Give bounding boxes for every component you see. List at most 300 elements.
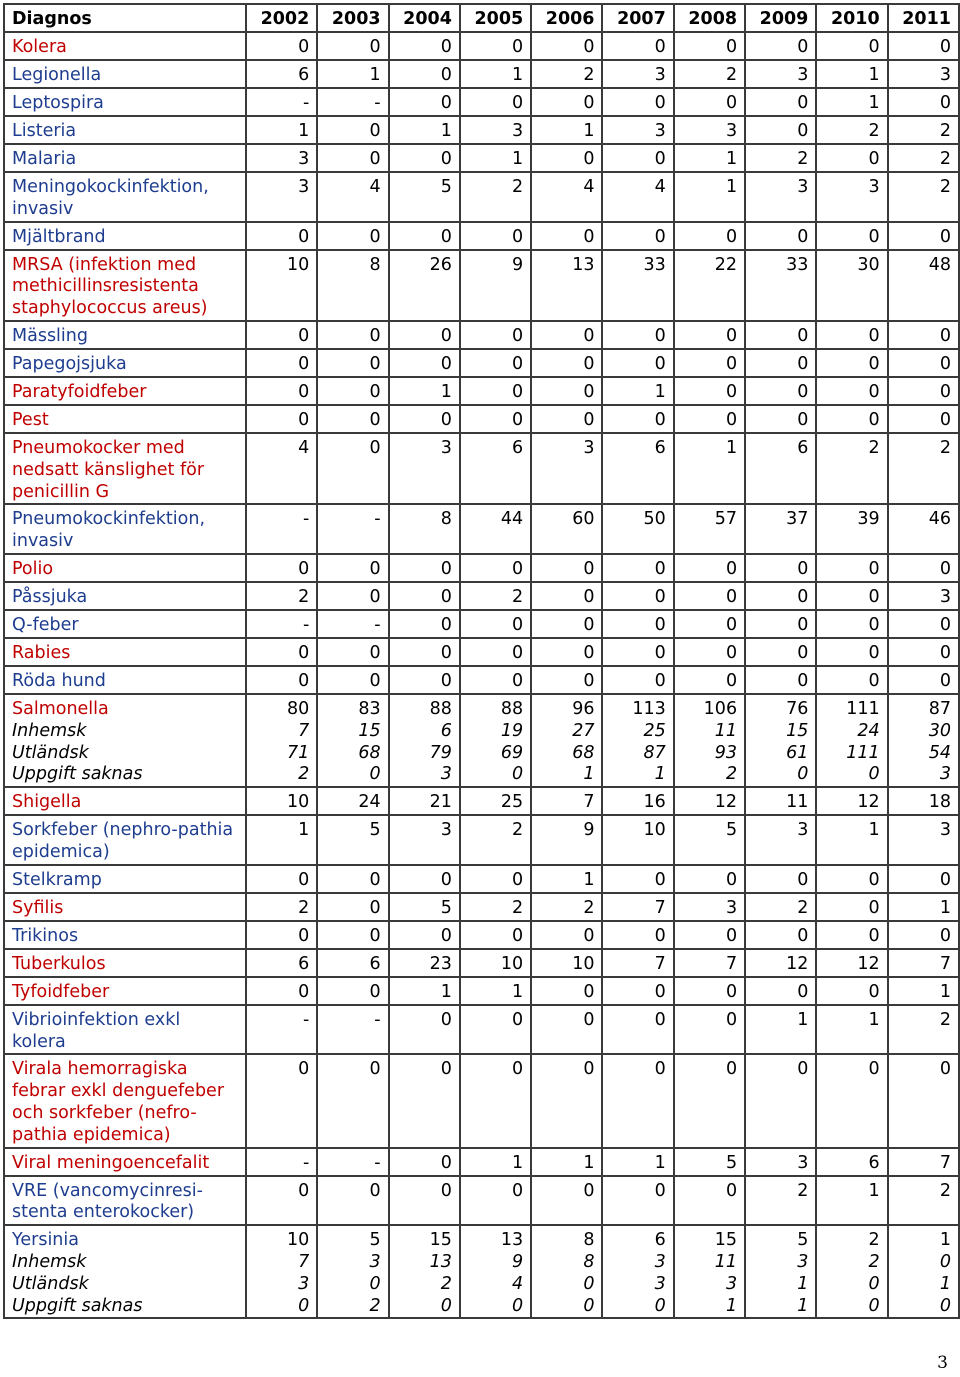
value-cell: 0 [745,405,816,433]
value-cell: 8 [389,504,460,554]
value-cell: 1 [816,815,887,865]
value-cell: 6 [246,60,317,88]
value-cell: 5 [674,1148,745,1176]
header-year: 2009 [745,4,816,32]
value-cell: 0 [888,865,959,893]
table-row [4,321,959,349]
diagnosis-name: Sorkfeber (nephro-pathia epidemica) [12,820,234,862]
table-row [4,144,959,172]
value-cell: 0 [246,321,317,349]
diagnosis-name: MRSA (infektion med methicillinsresistenta staphylococcus areus) [12,254,208,319]
value-cell: 2 [246,582,317,610]
value-cell: 22 [674,250,745,321]
value-cell: 0 [602,88,673,116]
page-number: 3 [937,1353,948,1373]
value-cell: 6 [816,1148,887,1176]
value-cell [389,694,460,787]
table-row [4,172,959,222]
value-cell: 1 [460,144,531,172]
value-cell: 0 [460,610,531,638]
value-subcategory: 3 [654,1273,666,1294]
value-cell: 0 [246,222,317,250]
value-cell: 0 [460,1176,531,1226]
value-cell: 6 [745,433,816,504]
diagnosis-name: VRE (vancomycinresi-stenta enterokocker) [12,1180,203,1223]
value-cell: 0 [317,554,388,582]
value-cell: 0 [745,865,816,893]
value-cell: 0 [745,921,816,949]
value-cell: 0 [602,1005,673,1055]
value-cell [888,694,959,787]
table-header-row [4,4,959,32]
value-subcategory: 2 [298,764,310,785]
diagnosis-cell [4,250,246,321]
value-cell: 0 [816,377,887,405]
value-subcategory: 4 [512,1273,524,1294]
value-subcategory: 3 [939,764,951,785]
table-row [4,377,959,405]
value-subcategory: 68 [572,742,595,763]
value-total: 88 [500,698,524,719]
table-row [4,582,959,610]
value-cell: 0 [745,638,816,666]
value-cell: 0 [389,88,460,116]
value-cell [317,694,388,787]
diagnosis-cell [4,1005,246,1055]
value-cell: 0 [531,32,602,60]
value-subcategory: 0 [868,764,880,785]
value-cell: 1 [389,977,460,1005]
value-cell: 0 [389,582,460,610]
value-cell: 0 [674,222,745,250]
value-cell [674,1225,745,1318]
value-cell: 0 [531,1176,602,1226]
value-cell: 12 [674,787,745,815]
value-cell: 33 [602,250,673,321]
value-cell: 1 [816,1176,887,1226]
value-cell: 0 [888,88,959,116]
diagnosis-cell [4,949,246,977]
value-cell: - [317,1148,388,1176]
diagnosis-name: Legionella [12,65,102,85]
value-subcategory: 3 [440,764,452,785]
value-cell: 0 [460,1005,531,1055]
value-subcategory: 9 [512,1251,524,1272]
value-cell: 39 [816,504,887,554]
value-subcategory: 0 [868,1295,880,1316]
value-cell: 0 [745,377,816,405]
table-row [4,1005,959,1055]
value-cell: 12 [816,787,887,815]
value-subcategory: 15 [786,720,809,741]
value-cell: 0 [389,554,460,582]
diagnosis-name: Meningokockinfektion, invasiv [12,177,209,219]
value-cell: 0 [745,32,816,60]
value-cell: 0 [888,321,959,349]
value-cell: 0 [745,610,816,638]
value-cell: 7 [888,949,959,977]
value-cell: 0 [317,32,388,60]
diagnosis-name: Salmonella [12,698,109,719]
value-cell: 1 [602,1148,673,1176]
diagnosis-cell [4,610,246,638]
value-cell: 10 [246,250,317,321]
table-row [4,116,959,144]
header-year: 2002 [246,4,317,32]
diagnosis-name: Påssjuka [12,586,88,607]
value-cell: 0 [389,321,460,349]
value-cell: 0 [674,321,745,349]
value-cell: 2 [674,60,745,88]
value-cell: 7 [888,1148,959,1176]
value-cell: 10 [602,815,673,865]
diagnosis-name: Virala hemorragiska febrar exkl denguefeber och sorkfeber (nefro-pathia epidemica) [12,1059,225,1145]
value-subcategory: 7 [298,1251,310,1272]
value-cell: 0 [674,610,745,638]
value-cell: 0 [317,222,388,250]
value-subcategory: 111 [846,742,880,763]
value-cell: 0 [317,638,388,666]
value-cell: 0 [246,1054,317,1147]
diagnosis-subcategory: Utländsk [12,742,89,763]
value-total: 13 [500,1230,524,1251]
table-row [4,977,959,1005]
table-row [4,921,959,949]
value-cell: 0 [602,32,673,60]
value-subcategory: 6 [440,720,452,741]
value-total: 6 [654,1230,666,1251]
diagnosis-name: Leptospira [12,93,104,113]
value-subcategory: 7 [298,720,310,741]
value-cell: 0 [531,977,602,1005]
value-cell: 2 [816,433,887,504]
value-cell: 0 [460,921,531,949]
value-cell [816,1225,887,1318]
diagnosis-name: Papegojsjuka [12,353,127,374]
value-cell: 0 [460,32,531,60]
value-subcategory: 0 [654,1295,666,1316]
diagnosis-name: Tyfoidfeber [12,981,110,1002]
value-cell: 25 [460,787,531,815]
value-cell: 0 [816,977,887,1005]
value-cell: 8 [317,250,388,321]
value-cell: 4 [317,172,388,222]
value-cell: 0 [888,32,959,60]
value-cell: 0 [888,222,959,250]
header-diagnos: Diagnos [4,4,246,32]
diagnosis-cell [4,1054,246,1147]
value-subcategory: 3 [298,1273,310,1294]
value-cell: - [317,1005,388,1055]
value-cell: 3 [745,1148,816,1176]
table-row [4,1054,959,1147]
value-cell: 0 [674,1005,745,1055]
value-subcategory: 0 [369,764,381,785]
value-cell: 1 [816,88,887,116]
diagnosis-name: Listeria [12,121,77,141]
diagnosis-cell [4,865,246,893]
value-cell: 0 [888,405,959,433]
value-subcategory: 54 [928,742,951,763]
value-cell: 0 [389,865,460,893]
value-cell: 44 [460,504,531,554]
value-cell: 3 [888,582,959,610]
table-row [4,949,959,977]
value-cell: 0 [674,666,745,694]
value-cell: 0 [531,921,602,949]
table-row [4,610,959,638]
value-cell: 3 [531,433,602,504]
diagnosis-subcategory: Inhemsk [12,720,87,741]
table-row [4,433,959,504]
value-cell: 10 [246,787,317,815]
diagnosis-cell [4,921,246,949]
diagnosis-name: Viral meningoencefalit [12,1152,210,1173]
value-cell: 0 [888,638,959,666]
value-cell: 7 [531,787,602,815]
value-cell: 0 [674,405,745,433]
diagnosis-name: Rabies [12,642,71,663]
header-year: 2006 [531,4,602,32]
value-cell: 0 [389,60,460,88]
value-cell: 1 [460,60,531,88]
value-cell: 0 [317,433,388,504]
value-cell: 50 [602,504,673,554]
value-subcategory: 3 [369,1251,381,1272]
value-cell: 6 [460,433,531,504]
diagnosis-cell [4,433,246,504]
value-cell: 5 [389,893,460,921]
diagnosis-cell [4,88,246,116]
value-cell: 0 [602,554,673,582]
value-cell: 0 [531,88,602,116]
diagnosis-cell [4,377,246,405]
value-cell: 1 [389,116,460,144]
value-cell: 12 [745,949,816,977]
value-cell [246,694,317,787]
diagnosis-cell [4,172,246,222]
value-cell: 0 [888,921,959,949]
value-cell: 0 [745,88,816,116]
diagnosis-cell [4,321,246,349]
value-cell: 0 [460,666,531,694]
diagnosis-name: Yersinia [12,1230,79,1251]
value-cell: 1 [460,1148,531,1176]
value-cell: 0 [531,666,602,694]
diagnosis-name: Q-feber [12,614,79,635]
diagnosis-name: Vibrioinfektion exkl kolera [12,1009,181,1052]
value-subcategory: 71 [287,742,310,763]
diagnosis-cell [4,893,246,921]
value-cell: 1 [246,116,317,144]
value-cell [460,694,531,787]
value-cell: 0 [602,222,673,250]
value-cell: 0 [745,666,816,694]
value-cell: 3 [816,172,887,222]
value-cell: 3 [246,172,317,222]
table-row [4,1148,959,1176]
value-cell: 0 [816,1054,887,1147]
value-subcategory: 27 [572,720,595,741]
table-row [4,638,959,666]
value-cell: 3 [460,116,531,144]
value-subcategory: 0 [440,1295,452,1316]
value-total: 113 [632,698,666,719]
value-cell: 0 [674,1054,745,1147]
value-cell: 0 [602,1054,673,1147]
value-cell: 23 [389,949,460,977]
value-cell: 0 [674,554,745,582]
value-cell: 0 [246,1176,317,1226]
value-cell: 0 [602,921,673,949]
value-cell: 0 [602,610,673,638]
value-cell: 0 [317,144,388,172]
value-cell: 0 [674,88,745,116]
value-cell: 0 [745,977,816,1005]
table-row [4,250,959,321]
value-cell: 6 [602,433,673,504]
diagnosis-name: Mässling [12,325,88,346]
diagnosis-cell [4,144,246,172]
value-cell: 3 [674,893,745,921]
value-cell: 0 [531,1054,602,1147]
value-cell: 0 [602,349,673,377]
value-cell: 0 [816,321,887,349]
value-cell: 2 [888,116,959,144]
value-cell: 12 [816,949,887,977]
header-year: 2005 [460,4,531,32]
value-cell: 7 [602,949,673,977]
table-row [4,554,959,582]
value-cell: 0 [745,582,816,610]
value-cell: 0 [389,405,460,433]
value-subcategory: 3 [797,1251,809,1272]
value-cell: 0 [816,865,887,893]
value-cell: 2 [888,1176,959,1226]
diagnosis-name: Pneumokocker med nedsatt känslighet för penicillin G [12,437,205,502]
value-cell: 0 [246,638,317,666]
value-subcategory: 0 [583,1273,595,1294]
value-cell: 60 [531,504,602,554]
value-cell [745,1225,816,1318]
value-cell: 0 [317,321,388,349]
value-subcategory: 3 [654,1251,666,1272]
value-cell: 0 [317,865,388,893]
value-cell: 0 [602,1176,673,1226]
value-cell: - [246,504,317,554]
value-cell: 0 [816,893,887,921]
header-year: 2010 [816,4,887,32]
value-cell: 0 [389,1005,460,1055]
value-cell: 4 [602,172,673,222]
value-cell: 11 [745,787,816,815]
value-cell: 0 [460,349,531,377]
value-cell: 1 [888,893,959,921]
value-subcategory: 79 [429,742,452,763]
value-total: 5 [797,1230,809,1251]
value-cell: 0 [531,582,602,610]
value-cell: 3 [246,144,317,172]
value-cell: 18 [888,787,959,815]
value-subcategory: 3 [725,1273,738,1294]
value-subcategory: 11 [714,720,738,741]
value-cell: 0 [816,610,887,638]
value-total: 10 [287,1230,310,1251]
value-total: 2 [868,1230,880,1251]
value-cell: 0 [531,554,602,582]
value-cell: 0 [674,1176,745,1226]
value-cell: 1 [816,60,887,88]
value-cell: 0 [317,1054,388,1147]
value-cell: - [246,1005,317,1055]
value-cell [389,1225,460,1318]
diagnosis-cell [4,116,246,144]
value-cell: 0 [389,638,460,666]
value-cell: 0 [602,582,673,610]
diagnosis-cell [4,977,246,1005]
diagnosis-name: Polio [12,558,54,579]
diagnosis-cell [4,666,246,694]
value-cell: 2 [531,60,602,88]
header-year: 2003 [317,4,388,32]
diagnosis-cell [4,582,246,610]
value-cell [531,1225,602,1318]
diagnosis-name: Malaria [12,149,77,169]
value-cell: 2 [531,893,602,921]
value-cell: 0 [460,1054,531,1147]
value-cell: 5 [674,815,745,865]
value-cell: 2 [888,433,959,504]
value-cell: - [246,1148,317,1176]
value-cell: 0 [246,554,317,582]
value-cell: 0 [460,222,531,250]
value-cell: 0 [602,405,673,433]
value-total: 96 [572,698,595,719]
table-row [4,666,959,694]
value-cell: 3 [888,60,959,88]
diagnosis-table [3,3,960,1319]
value-subcategory: 93 [714,742,738,763]
value-cell: 2 [745,893,816,921]
value-subcategory: 69 [500,742,524,763]
value-subcategory: 24 [857,720,880,741]
diagnosis-cell [4,554,246,582]
value-cell: 0 [246,977,317,1005]
value-subcategory: 0 [369,1273,381,1294]
value-cell: 2 [888,144,959,172]
value-cell: 0 [816,582,887,610]
value-total: 15 [429,1230,452,1251]
value-cell: 0 [745,1054,816,1147]
diagnosis-name: Pneumokockinfektion, invasiv [12,509,206,552]
value-cell: 0 [460,865,531,893]
diagnosis-cell [4,638,246,666]
value-subcategory: 0 [512,1295,524,1316]
value-cell [602,694,673,787]
table-row [4,222,959,250]
table-row [4,405,959,433]
diagnosis-name: Stelkramp [12,869,102,890]
value-cell: 0 [674,582,745,610]
value-cell: 3 [389,433,460,504]
value-total: 1 [939,1230,951,1251]
header-year: 2004 [389,4,460,32]
value-cell: 7 [602,893,673,921]
value-cell: 24 [317,787,388,815]
value-total: 83 [358,698,381,719]
value-cell: 0 [674,638,745,666]
value-cell: 2 [745,1176,816,1226]
